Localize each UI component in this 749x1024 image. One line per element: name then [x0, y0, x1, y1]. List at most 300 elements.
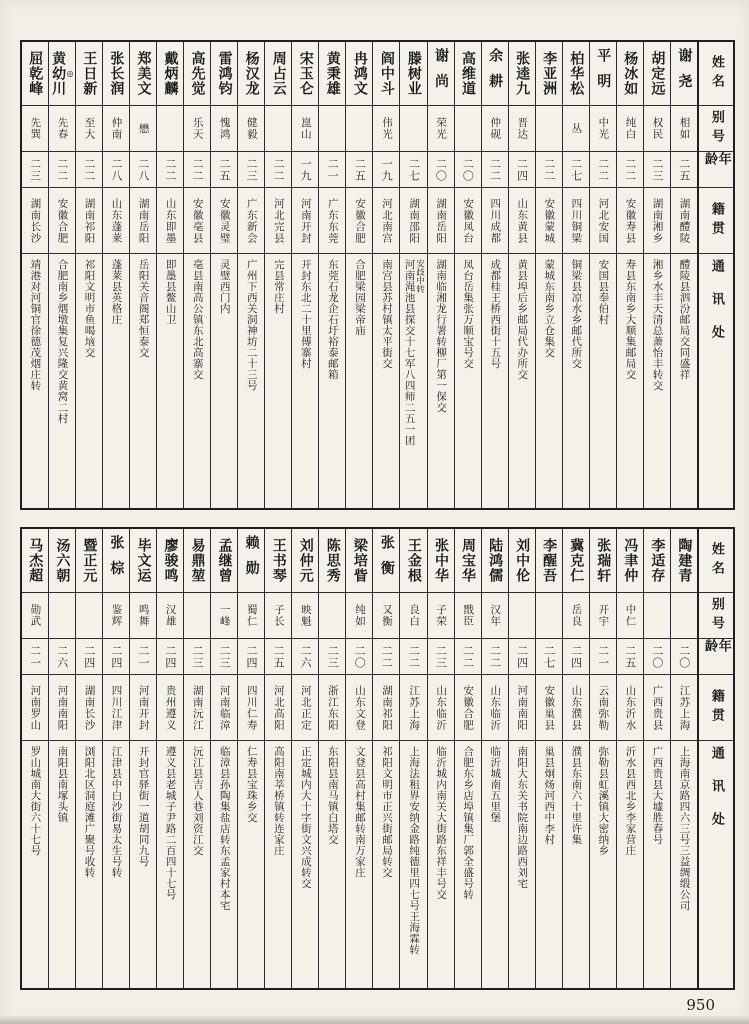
entry-origin-cell: [22, 188, 48, 254]
entry-alias: 至大: [83, 117, 96, 140]
entry-name-cell: [184, 529, 210, 593]
entry-alias: 丛: [570, 122, 583, 135]
entry-alias: 映魁: [299, 604, 312, 627]
header-name-cell: [699, 529, 733, 593]
header-column: [697, 42, 733, 508]
entry-name-cell: [346, 42, 372, 106]
entry-alias: 晋达: [516, 117, 529, 140]
entry-column: [589, 42, 616, 508]
entry-column: [156, 42, 183, 508]
header-origin-label: 籍贯: [708, 201, 724, 240]
entry-address-cell: [617, 741, 643, 988]
entry-age-cell: [455, 639, 481, 675]
entry-age: 二〇: [650, 644, 664, 669]
entry-age-cell: [76, 639, 102, 675]
entry-age: 二三: [245, 157, 259, 182]
entry-name: 张瑞轩: [595, 538, 612, 583]
entry-age-cell: [617, 639, 643, 675]
entry-column: [535, 42, 562, 508]
entry-name-cell: [455, 42, 481, 106]
entry-name: 黄秉雄: [324, 51, 341, 96]
entry-origin: 河北南宫: [381, 197, 394, 244]
entry-alias: 一峰: [218, 604, 231, 627]
entry-address: 醴陵县泗汾邮局交同盛祥: [678, 259, 691, 380]
entry-origin: 湖南祁阳: [381, 684, 394, 731]
entry-origin: 湖南醴陵: [678, 197, 691, 244]
entry-address-cell: [346, 741, 372, 988]
entry-address-cell: [563, 254, 589, 508]
entry-origin-cell: [563, 675, 589, 741]
entry-age: 二五: [218, 157, 231, 182]
entry-age-cell: [184, 152, 210, 188]
entry-address: 开封东北二十里傅寨村: [299, 259, 312, 369]
entry-alias-cell: [482, 593, 508, 639]
entry-alias: 仲南: [110, 117, 123, 140]
entry-column: [454, 42, 481, 508]
entry-alias-cell: [455, 593, 481, 639]
entry-age-cell: [103, 152, 129, 188]
entry-age-cell: [292, 639, 318, 675]
entry-age-cell: [319, 639, 345, 675]
entry-age-cell: [373, 639, 399, 675]
entry-origin: 广东新会: [245, 197, 258, 244]
entry-origin-cell: [482, 188, 508, 254]
entry-address-cell: [346, 254, 372, 508]
entry-alias-cell: [671, 106, 697, 152]
entry-address-cell: [590, 741, 616, 988]
entry-age: 二四: [163, 644, 177, 669]
entry-alias-cell: [265, 593, 291, 639]
entry-address-cell: [157, 254, 183, 508]
header-age-cell: [699, 639, 733, 675]
entry-age: 二二: [55, 157, 69, 182]
entry-address: 文登县高村集邮转南万家庄: [353, 746, 366, 878]
entry-origin-cell: [617, 675, 643, 741]
entry-origin-cell: [455, 188, 481, 254]
entry-column: [291, 529, 318, 988]
entry-alias-cell: [428, 593, 454, 639]
entry-address-cell: [211, 741, 237, 988]
entry-alias: 蜀仁: [245, 604, 258, 627]
entry-name-cell: [49, 529, 75, 593]
entry-age: 二四: [515, 644, 529, 669]
entry-origin-cell: [265, 188, 291, 254]
entry-column: [670, 42, 697, 508]
entry-alias: 愧鸿: [218, 117, 231, 140]
entry-address: 湘乡水丰天清总萧怡丰转交: [651, 259, 664, 391]
entry-address: 即墨县鳌山卫: [164, 259, 177, 325]
entry-address-cell: [617, 254, 643, 508]
entry-column: [183, 42, 210, 508]
entry-name-cell: [265, 42, 291, 106]
entry-name-cell: [617, 529, 643, 593]
entry-origin: 湖南沅江: [191, 684, 204, 731]
entry-alias-cell: [671, 593, 697, 639]
entry-age-cell: [428, 639, 454, 675]
entry-address-cell: [671, 741, 697, 988]
entry-column: [48, 42, 75, 508]
entry-age: 二二: [380, 644, 394, 669]
entry-alias-cell: [346, 106, 372, 152]
entry-address: 铜梁县凉水乡邮代所交: [570, 259, 583, 369]
entry-origin-cell: [76, 675, 102, 741]
entry-name-cell: [482, 529, 508, 593]
entry-age-cell: [536, 152, 562, 188]
entry-alias-cell: [536, 106, 562, 152]
entry-name: 赖勋: [243, 534, 260, 587]
entry-name-cell: [509, 529, 535, 593]
entry-name-cell: [346, 529, 372, 593]
entry-origin-cell: [211, 675, 237, 741]
entry-address: 安国县奉伯村: [597, 259, 610, 325]
entry-name: 周宝华: [460, 538, 477, 583]
entry-address: 蓬莱县英格庄: [110, 259, 123, 325]
entry-age: 二五: [623, 644, 637, 669]
entry-alias: 纯如: [353, 604, 366, 627]
entry-age-cell: [103, 639, 129, 675]
entry-name: 王书琴: [270, 538, 287, 583]
entry-origin-cell: [265, 675, 291, 741]
entry-alias: 纯白: [624, 117, 637, 140]
entry-name-cell: [211, 42, 237, 106]
entry-age: 二一: [28, 644, 42, 669]
entry-origin: 河北高阳: [272, 684, 285, 731]
entry-address-cell: [265, 741, 291, 988]
entry-column: [643, 529, 670, 988]
entry-name: 易鼎堃: [189, 538, 206, 583]
entry-origin: 山东临沂: [435, 684, 448, 731]
entry-name-cell: [130, 529, 156, 593]
entry-alias: 汉年: [489, 604, 502, 627]
entry-name: 王金根: [405, 538, 422, 583]
entry-origin: 广西贵县: [651, 684, 664, 731]
entry-origin-cell: [292, 188, 318, 254]
entry-name-cell: [319, 529, 345, 593]
entry-column: [372, 529, 399, 988]
entry-column: [210, 529, 237, 988]
entry-name-cell: [536, 529, 562, 593]
header-address-cell: [699, 741, 733, 988]
entry-address-cell: [238, 254, 264, 508]
entry-origin: 山东濮县: [570, 684, 583, 731]
entry-origin: 安徽合肥: [462, 684, 475, 731]
header-alias-cell: [699, 593, 733, 639]
header-alias-label: 别号: [708, 596, 724, 635]
entry-alias-cell: [211, 593, 237, 639]
entry-address-cell: [238, 741, 264, 988]
entry-column: [372, 42, 399, 508]
entry-alias: 又衡: [381, 604, 394, 627]
entry-alias: 勋武: [29, 604, 42, 627]
entry-age-cell: [211, 639, 237, 675]
entry-alias: 仲砚: [489, 117, 502, 140]
entry-address-cell: [590, 254, 616, 508]
entry-age-cell: [644, 639, 670, 675]
entry-age: 二〇: [434, 157, 448, 182]
entry-name: 高先觉: [189, 51, 206, 96]
entry-origin: 山东文登: [353, 684, 366, 731]
entry-column: [102, 529, 129, 988]
entry-alias: 懋: [137, 122, 150, 135]
entry-age-cell: [292, 152, 318, 188]
entry-column: [589, 529, 616, 988]
entry-name: 马杰超: [27, 538, 44, 583]
entry-age-cell: [319, 152, 345, 188]
entry-address-cell: [22, 254, 48, 508]
entry-address-cell: [455, 254, 481, 508]
entry-alias-cell: [400, 593, 426, 639]
entry-name: 平明: [595, 47, 612, 100]
entry-origin-cell: [103, 675, 129, 741]
entry-name: 李醒吾: [541, 538, 558, 583]
entry-alias-cell: [130, 106, 156, 152]
entry-origin-cell: [184, 675, 210, 741]
entry-name: 屈乾峰: [27, 51, 44, 96]
entry-origin: 贵州遵义: [164, 684, 177, 731]
entry-origin: 云南弥勒: [597, 684, 610, 731]
entry-alias-cell: [184, 106, 210, 152]
entry-address-cell: [319, 254, 345, 508]
entry-address: 合肥南乡烟墩集复兴隆交黄窝二村: [56, 259, 69, 424]
entry-age: 二二: [407, 644, 421, 669]
entry-name: 余耕: [487, 47, 504, 100]
entry-name: 刘中伦: [514, 538, 531, 583]
entry-address-cell: [373, 741, 399, 988]
entry-age: 二三: [190, 644, 204, 669]
entry-origin: 河南开封: [137, 684, 150, 731]
entry-alias: 开宇: [597, 604, 610, 627]
entry-address: 凤台岳集张万顺宝号交: [462, 259, 475, 369]
entry-origin: 山东蓬莱: [110, 197, 123, 244]
entry-name: 李适存: [649, 538, 666, 583]
entry-address: 祁阳文明市正兴街邮局转交: [381, 746, 394, 878]
entry-origin-cell: [671, 188, 697, 254]
entry-address: 临沂城内南关大街路东祥丰号交: [435, 746, 448, 900]
entry-address-cell: [292, 254, 318, 508]
entry-age-cell: [400, 152, 426, 188]
entry-origin-cell: [536, 188, 562, 254]
entry-column: [535, 529, 562, 988]
entry-address: 南阳大东关书院南边路西刘宅: [516, 746, 529, 889]
entry-column: [75, 529, 102, 988]
entry-age-cell: [346, 639, 372, 675]
entry-address-cell: [400, 741, 426, 988]
entry-origin: 安徽灵璧: [218, 197, 231, 244]
entry-alias: 相如: [678, 117, 691, 140]
entry-age-cell: [184, 639, 210, 675]
entry-column: [22, 42, 48, 508]
entry-name: 杨汉龙: [243, 51, 260, 96]
entry-name-cell: [590, 529, 616, 593]
entry-age: 二〇: [677, 644, 691, 669]
entry-name-cell: [428, 529, 454, 593]
entry-name: 张长润: [108, 51, 125, 96]
entry-column: [616, 42, 643, 508]
entry-age-cell: [157, 152, 183, 188]
entry-address-cell: [509, 254, 535, 508]
entry-name-cell: [103, 529, 129, 593]
entry-alias: 汉雄: [164, 604, 177, 627]
entry-age: 二二: [82, 157, 96, 182]
entry-age-cell: [428, 152, 454, 188]
entry-origin: 山东即墨: [164, 197, 177, 244]
entry-alias: 中仁: [624, 604, 637, 627]
entry-column: [427, 529, 454, 988]
entry-origin-cell: [644, 675, 670, 741]
entry-name-cell: [292, 42, 318, 106]
entry-age-cell: [563, 639, 589, 675]
entry-age-cell: [509, 152, 535, 188]
entry-column: [670, 529, 697, 988]
entry-age: 二一: [326, 157, 340, 182]
entry-name: 孟继曾: [216, 538, 233, 583]
entry-name-cell: [238, 42, 264, 106]
entry-alias-cell: [292, 593, 318, 639]
entry-name: 谢尚: [432, 47, 449, 100]
entry-column: [399, 42, 426, 508]
entry-age: 二三: [650, 157, 664, 182]
entry-column: [264, 529, 291, 988]
entry-column: [318, 42, 345, 508]
entry-origin-cell: [130, 675, 156, 741]
entry-address: 祁阳文明市鱼喝垴交: [83, 259, 96, 358]
entry-name-cell: [617, 42, 643, 106]
entry-alias-cell: [455, 106, 481, 152]
entry-column: [508, 42, 535, 508]
entry-origin: 安徽凤台: [462, 197, 475, 244]
entry-address: 靖港对河铜官徐德茂烟庄转: [29, 259, 42, 391]
entry-address: 广州下西关洞神坊二十三号: [245, 259, 258, 391]
entry-age-cell: [563, 152, 589, 188]
entry-age-cell: [509, 639, 535, 675]
entry-age: 二五: [272, 644, 286, 669]
entry-origin: 安徽蒙城: [543, 197, 556, 244]
entry-origin: 四川江津: [110, 684, 123, 731]
entry-column: [183, 529, 210, 988]
entry-column: [345, 529, 372, 988]
entry-address: 沂水县西北乡李家营庄: [624, 746, 637, 856]
entry-name-cell: [671, 42, 697, 106]
entry-address: 黄县埠后乡邮局代办所交: [516, 259, 529, 380]
entry-name-cell: [22, 529, 48, 593]
entry-address: 寿县东南乡大顺集邮局交: [624, 259, 637, 380]
entry-alias-cell: [103, 106, 129, 152]
entry-address: 巢县炯炀河西中李村: [543, 746, 556, 845]
entry-age-cell: [482, 639, 508, 675]
entry-alias-cell: [509, 106, 535, 152]
entry-age: 二七: [407, 157, 421, 182]
entry-age-cell: [373, 152, 399, 188]
entry-alias-cell: [49, 593, 75, 639]
entry-name-cell: [265, 529, 291, 593]
entry-age: 二四: [82, 644, 96, 669]
entry-column: [562, 529, 589, 988]
entry-age-cell: [22, 639, 48, 675]
entry-name-cell: [563, 42, 589, 106]
entry-age-cell: [455, 152, 481, 188]
header-column: [697, 529, 733, 988]
entry-name: 雷鸿钧: [216, 51, 233, 96]
entry-origin-cell: [590, 675, 616, 741]
entry-address-cell: [644, 254, 670, 508]
header-alias-label: 别号: [708, 109, 724, 148]
header-address-cell: [699, 254, 733, 508]
entry-name: 暨正元: [81, 538, 98, 583]
entry-address-cell: [157, 741, 183, 988]
entry-alias: 荣光: [435, 117, 448, 140]
entry-address-cell: [428, 254, 454, 508]
entry-address: 濮县东南六十里许集: [570, 746, 583, 845]
entry-origin: 湖南长沙: [29, 197, 42, 244]
entry-alias-cell: [536, 593, 562, 639]
entry-name: 郑美文: [135, 51, 152, 96]
entry-origin-cell: [238, 675, 264, 741]
entry-alias: 鸣舞: [137, 604, 150, 627]
entry-origin: 广东东莞: [326, 197, 339, 244]
entry-alias: 权民: [651, 117, 664, 140]
entry-alias: 伟光: [381, 117, 394, 140]
entry-age-cell: [617, 152, 643, 188]
entry-name: 陆鸿儒: [487, 538, 504, 583]
entry-address: 南宫县苏村镇太平街交: [381, 259, 394, 369]
entry-age: 二四: [515, 157, 529, 182]
entry-alias: 先春: [56, 117, 69, 140]
entry-alias: 鉴辉: [110, 604, 123, 627]
entry-origin-cell: [49, 188, 75, 254]
entry-origin-cell: [563, 188, 589, 254]
entry-alias: 良白: [408, 604, 421, 627]
entry-address-cell: [509, 741, 535, 988]
entry-name: 胡定远: [649, 51, 666, 96]
entry-address-cell: [563, 741, 589, 988]
header-address-label: 通讯处: [708, 259, 724, 359]
entry-column: [562, 42, 589, 508]
entry-alias-cell: [319, 593, 345, 639]
entry-age: 二二: [488, 157, 502, 182]
entry-address: 河南渑池县探交十七军八四师二五一团: [403, 259, 416, 446]
entry-origin-cell: [482, 675, 508, 741]
entry-alias-cell: [76, 106, 102, 152]
entry-age-cell: [130, 639, 156, 675]
entry-origin: 湖南湘乡: [651, 197, 664, 244]
entry-origin: 江苏上海: [408, 684, 421, 731]
entry-address: 成都桂王桥西街十五号: [489, 259, 502, 369]
entry-origin: 湖南祁阳: [83, 197, 96, 244]
entry-origin: 江苏上海: [678, 684, 691, 731]
entry-origin: 安徽巢县: [543, 684, 556, 731]
entry-origin: 河南南阳: [56, 684, 69, 731]
entry-age: 二二: [488, 644, 502, 669]
entry-name: 冯聿仲: [622, 538, 639, 583]
entry-age: 二六: [55, 644, 69, 669]
entry-age-cell: [590, 152, 616, 188]
entry-address: 合肥梁园梁帝庙: [353, 259, 366, 336]
entry-age-cell: [671, 152, 697, 188]
entry-origin: 山东临沂: [489, 684, 502, 731]
entry-age-cell: [265, 152, 291, 188]
entry-alias: 乐天: [191, 117, 204, 140]
header-origin-label: 籍贯: [708, 688, 724, 727]
entry-name-cell: [103, 42, 129, 106]
header-name-label: 姓名: [708, 54, 724, 93]
entry-age-cell: [346, 152, 372, 188]
entry-address: 蒙城东南乡立仓集交: [543, 259, 556, 358]
entry-address-cell: [184, 254, 210, 508]
entry-address: 广西贵县大墟胜春号: [651, 746, 664, 845]
entry-alias-cell: [319, 106, 345, 152]
entry-age: 二六: [299, 644, 313, 669]
entry-name: 毕文运: [135, 538, 152, 583]
